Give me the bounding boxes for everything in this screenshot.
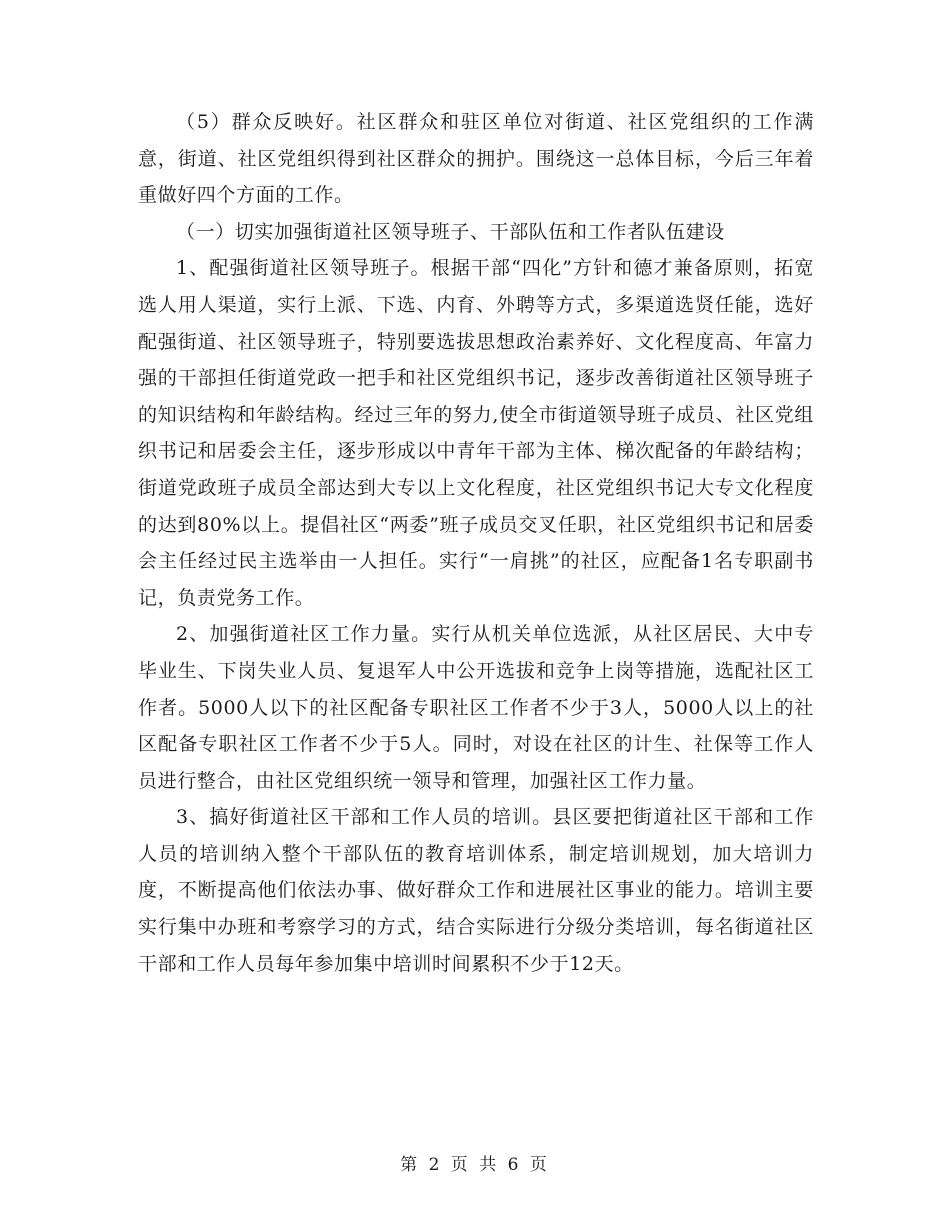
paragraph-public-feedback: （5）群众反映好。社区群众和驻区单位对街道、社区党组织的工作满意，街道、社区党组织得到社区群众的拥护。围绕这一总体目标，今后三年着重做好四个方面的工作。: [138, 111, 814, 207]
section-heading: （一）切实加强街道社区领导班子、干部队伍和工作者队伍建设: [176, 220, 725, 243]
paragraph-leadership: 1、配强街道社区领导班子。根据干部“四化”方针和德才兼备原则，拓宽选人用人渠道，实行上派、下选、内育、外聘等方式，多渠道选贤任能，选好配强街道、社区领导班子，特别要选拔思想政治素养好、文化程度高、年富力强的干部担任街道党政一把手和社区党组织书记，逐步改善街道社区领导班子的知识结构和年龄结构。经过三年的努力,使全市街道领导班子成员、社区党组织书记和居委会主任，逐步形成以中青年干部为主体、梯次配备的年龄结构；街道党政班子成员全部达到大专以上文化程度，社区党组织书记大专文化程度的达到80%以上。提倡社区“两委”班子成员交叉任职，社区党组织书记和居委会主任经过民主选举由一人担任。实行“一肩挑”的社区，应配备1名专职副书记，负责党务工作。: [138, 257, 814, 609]
document-body: [138, 104, 814, 982]
page-number-footer: 第 2 页 共 6 页: [400, 1155, 550, 1175]
paragraph-training: 3、搞好街道社区干部和工作人员的培训。县区要把街道社区干部和工作人员的培训纳入整个干部队伍的教育培训体系，制定培训规划，加大培训力度，不断提高他们依法办事、做好群众工作和进展社区事业的能力。培训主要实行集中办班和考察学习的方式，结合实际进行分级分类培训，每名街道社区干部和工作人员每年参加集中培训时间累积不少于12天。: [138, 806, 814, 975]
paragraph-workforce: 2、加强街道社区工作力量。实行从机关单位选派，从社区居民、大中专毕业生、下岗失业人员、复退军人中公开选拔和竞争上岗等措施，选配社区工作者。5000人以下的社区配备专职社区工作者不少于3人，5000人以上的社区配备专职社区工作者不少于5人。同时，对设在社区的计生、社保等工作人员进行整合，由社区党组织统一领导和管理，加强社区工作力量。: [138, 623, 814, 792]
